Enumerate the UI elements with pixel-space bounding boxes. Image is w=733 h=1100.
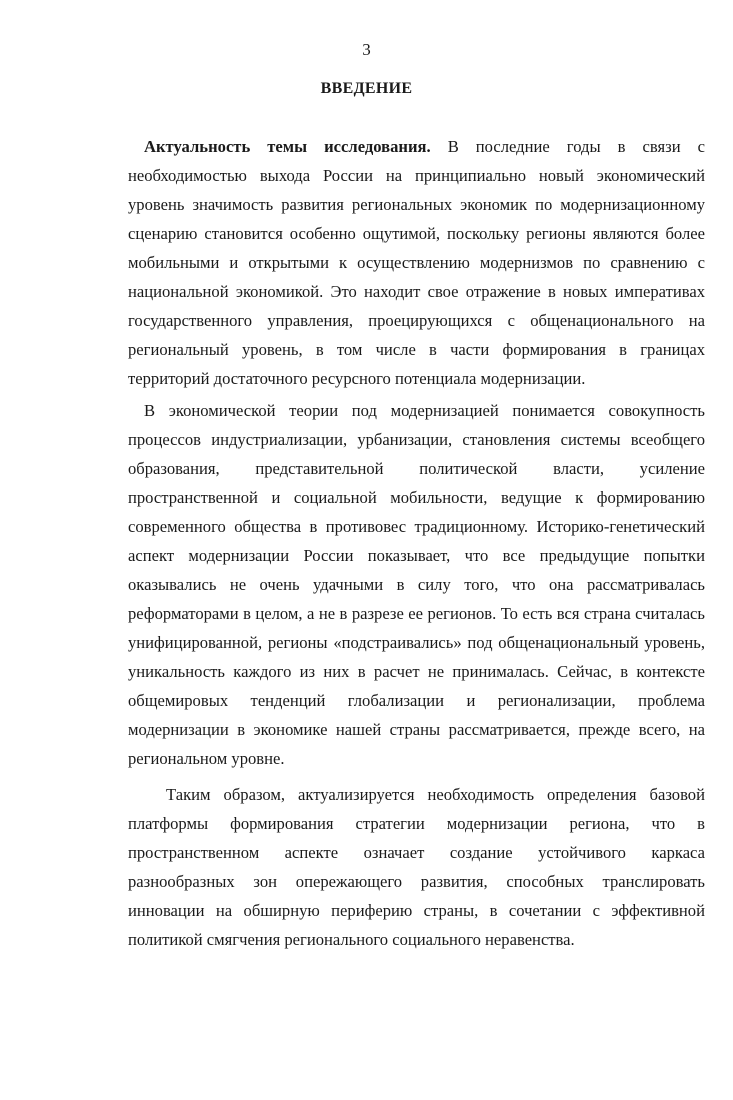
page-number: 3	[362, 40, 371, 59]
body-text	[128, 132, 705, 954]
section-heading: ВВЕДЕНИЕ	[320, 80, 413, 97]
paragraph-1	[128, 132, 705, 393]
paragraph-3-text: Таким образом, актуализируется необходимость определения базовой платформы формирования стратегии модернизации региона, что в пространственном аспекте означает создание устойчивого каркаса разнообразных зон опережающего развития, способных транслировать инновации на обширную периферию страны, в сочетании с эффективной политикой смягчения регионального социального неравенства.	[128, 785, 705, 949]
paragraph-lead: Актуальность темы исследования.	[144, 137, 431, 156]
paragraph-2	[128, 396, 705, 773]
paragraph-1-text: В последние годы в связи с необходимостью выхода России на принципиально новый экономический уровень значимость развития региональных экономик по модернизационному сценарию становится особенно ощутимой, поскольку регионы являются более мобильными и открытыми к осуществлению модернизмов по сравнению с национальной экономикой. Это находит свое отражение в новых императивах государственного управления, проецирующихся с общенационального на региональный уровень, в том числе в части формирования в границах территорий достаточного ресурсного потенциала модернизации.	[128, 137, 705, 388]
paragraph-3	[128, 780, 705, 954]
paragraph-2-text: В экономической теории под модернизацией понимается совокупность процессов индустриализации, урбанизации, становления системы всеобщего образования, представительной политической власти, усиление пространственной и социальной мобильности, ведущие к формированию современного общества в противовес традиционному. Историко-генетический аспект модернизации России показывает, что все предыдущие попытки оказывались не очень удачными в силу того, что она рассматривалась реформаторами в целом, а не в разрезе ее регионов. То есть вся страна считалась унифицированной, регионы «подстраивались» под общенациональный уровень, уникальность каждого из них в расчет не принималась. Сейчас, в контексте общемировых тенденций глобализации и регионализации, проблема модернизации в экономике нашей страны рассматривается, прежде всего, на региональном уровне.	[128, 401, 705, 768]
